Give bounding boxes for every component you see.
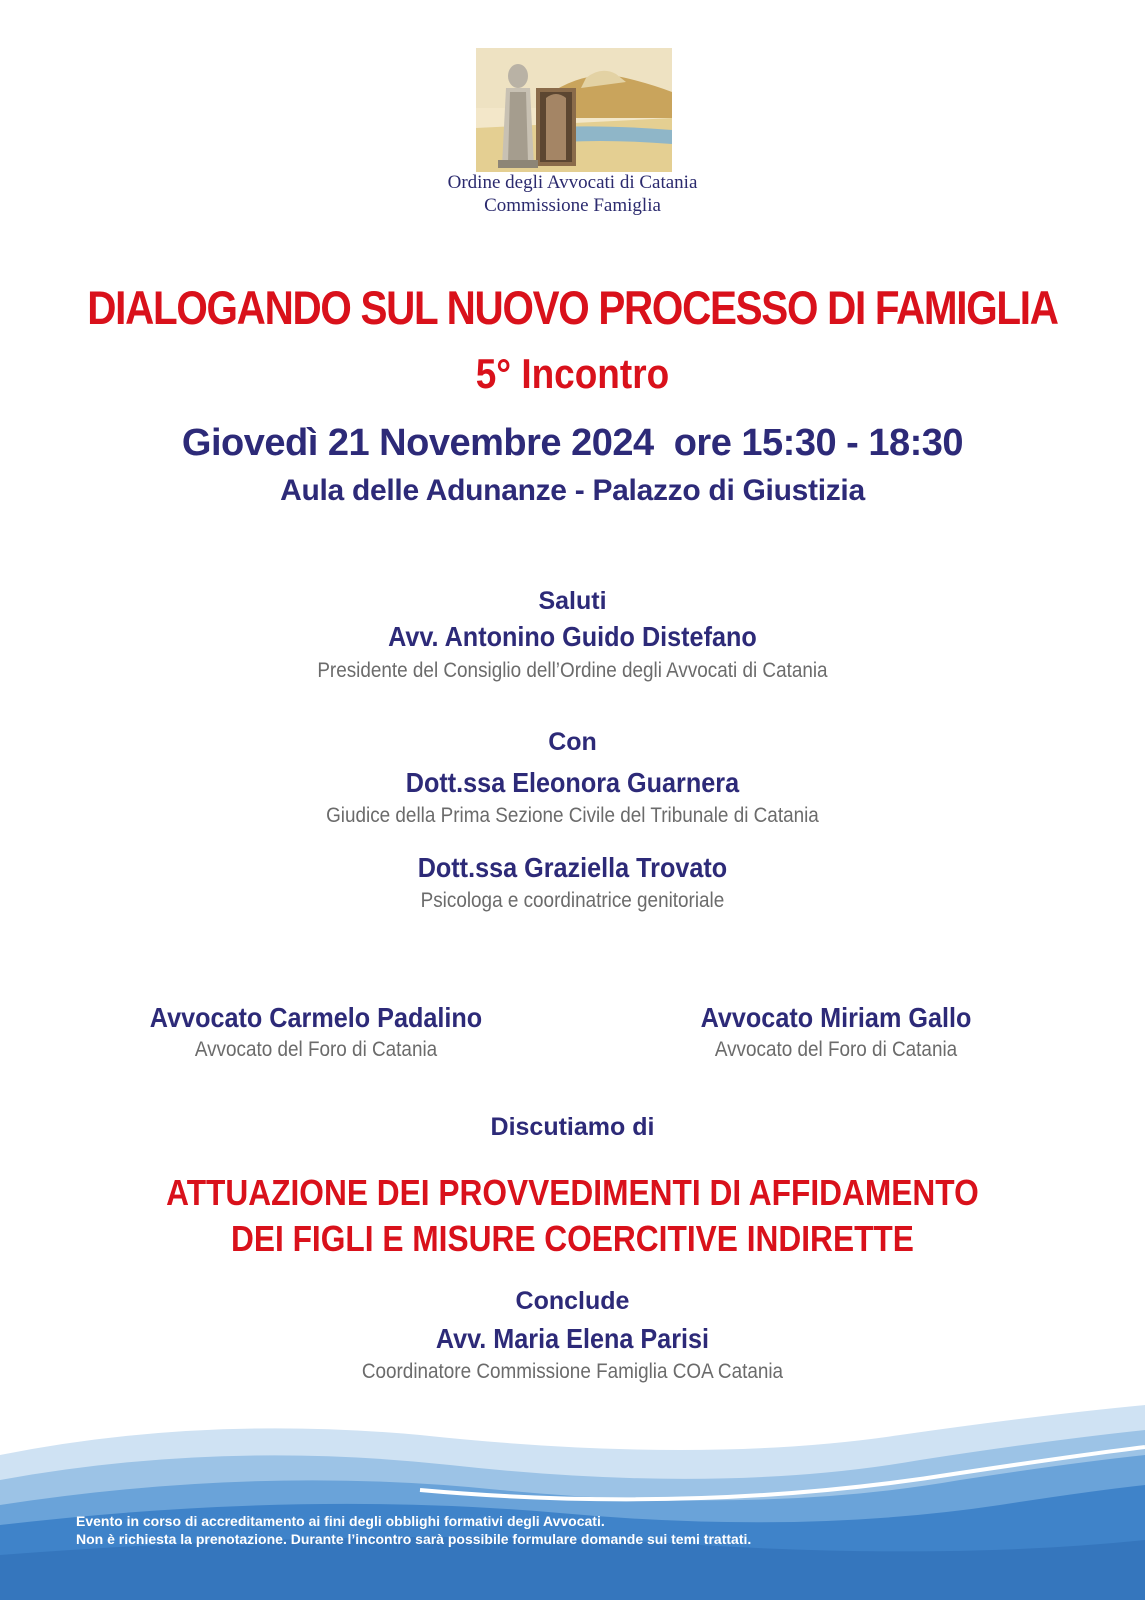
- footer-note: [76, 1512, 751, 1548]
- greetings-speaker-role: Presidente del Consiglio dell’Ordine degli Avvocati di Catania: [317, 659, 828, 682]
- footer-wave: [0, 1395, 1145, 1600]
- commission-name: Commissione Famiglia: [484, 195, 661, 216]
- lawyer-name: Avvocato Miriam Gallo: [700, 1002, 972, 1033]
- bar-association-logo: [476, 48, 672, 172]
- event-venue: Aula delle Adunanze - Palazzo di Giustizia: [280, 474, 865, 507]
- meeting-number: 5° Incontro: [475, 350, 670, 397]
- conclusion-speaker-role: Coordinatore Commissione Famiglia COA Catania: [361, 1360, 784, 1383]
- conclusion-heading: Conclude: [515, 1287, 630, 1315]
- speaker-name: Dott.ssa Eleonora Guarnera: [405, 767, 740, 798]
- event-date-time: Giovedì 21 Novembre 2024 ore 15:30 - 18:30: [181, 422, 964, 464]
- lawyer-left: [96, 1002, 536, 1062]
- footer-line-2: Non è richiesta la prenotazione. Durante l’incontro sarà possibile formulare domande sui temi trattati.: [76, 1531, 752, 1547]
- topic-line-2: DEI FIGLI E MISURE COERCITIVE INDIRETTE: [230, 1218, 914, 1259]
- lawyer-role: Avvocato del Foro di Catania: [194, 1038, 438, 1061]
- speaker-name: Dott.ssa Graziella Trovato: [417, 852, 728, 883]
- speaker-role: Giudice della Prima Sezione Civile del Tribunale di Catania: [326, 804, 819, 827]
- event-title: DIALOGANDO SUL NUOVO PROCESSO DI FAMIGLIA: [87, 281, 1058, 334]
- org-name: Ordine degli Avvocati di Catania: [447, 172, 698, 193]
- topic-heading: Discutiamo di: [490, 1113, 655, 1141]
- with-heading: Con: [548, 728, 597, 756]
- lawyer-right: [616, 1002, 1056, 1062]
- conclusion-speaker-name: Avv. Maria Elena Parisi: [435, 1323, 710, 1354]
- topic-line-1: ATTUAZIONE DEI PROVVEDIMENTI DI AFFIDAMENTO: [166, 1172, 979, 1213]
- footer-line-1: Evento in corso di accreditamento ai fini degli obblighi formativi degli Avvocati.: [76, 1513, 605, 1529]
- lawyer-role: Avvocato del Foro di Catania: [714, 1038, 958, 1061]
- lawyer-name: Avvocato Carmelo Padalino: [149, 1002, 483, 1033]
- speaker-role: Psicologa e coordinatrice genitoriale: [420, 889, 725, 912]
- greetings-speaker-name: Avv. Antonino Guido Distefano: [388, 621, 757, 652]
- greetings-heading: Saluti: [538, 587, 607, 615]
